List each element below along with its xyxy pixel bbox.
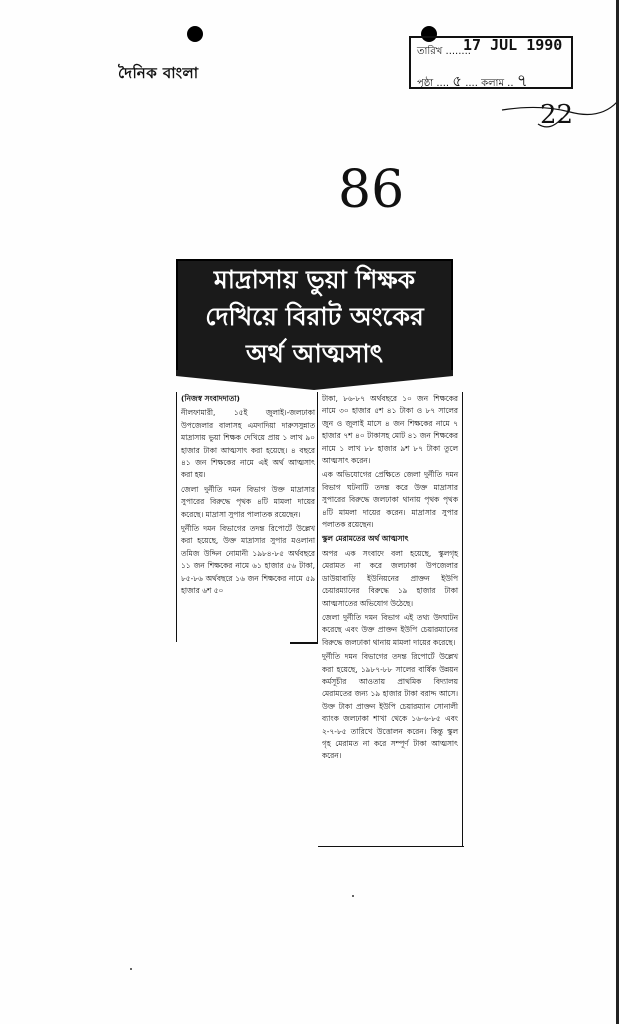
right-paragraph: এক অভিযোগের প্রেক্ষিতে জেলা দুর্নীতি দমন বিভাগ ঘটনাটি তদন্ত করে উক্ত মাদ্রাসার সুপারের বিরুদ্ধে জলঢাকা থানায় পৃথক পৃথক ৪টি মামলা দায়ের করেন। মাদ্রাসার সুপার পলাতক রয়েছেন। <box>322 470 458 530</box>
subsection-paragraph: অপর এক সংবাদে বলা হয়েছে, স্কুলগৃহ মেরামত না করে জলঢাকা উপজেলার ডাউয়াবাড়ি ইউনিয়নের প্রাক্তন ইউপি চেয়ারম্যানের বিরুদ্ধে ১৯ হাজার টাকা আত্মসাতের অভিযোগ উঠেছে। <box>322 548 458 608</box>
article-right-column <box>322 393 458 765</box>
date-stamp <box>409 36 573 89</box>
left-paragraph: দুর্নীতি দমন বিভাগের তদন্ত রিপোর্টে উল্লেখ করা হয়েছে, উক্ত মাদ্রাসার সুপার মওলানা তমিজ উদ্দিন নোমানী ১৯৮৪-৮৫ অর্থবছরে ১১ জন শিক্ষকের নামে ৬১ হাজার ৫৬ টাকা, ৮৫-৮৬ অর্থবছরে ১৬ জন শিক্ষকের নামে ৫৯ হাজার ৬শ ৫০ <box>181 524 315 596</box>
article-right-border <box>462 392 463 847</box>
column-value: ৭ <box>516 71 528 91</box>
newspaper-name: দৈনিক বাংলা <box>118 64 199 82</box>
date-row: তারিখ ........ <box>417 46 471 57</box>
article-left-column <box>181 393 315 600</box>
headline-line-2: দেখিয়ে বিরাট অংকের <box>205 302 424 331</box>
headline-line-3: অর্থ আত্মসাৎ <box>246 339 383 368</box>
column-label: কলাম <box>481 78 504 89</box>
date-value: 17 JUL 1990 <box>463 36 563 54</box>
column-rule-vertical <box>317 392 318 642</box>
page-value: ৫ <box>452 72 463 90</box>
page-row: পৃষ্ঠা .... ৫ .... কলাম .. ৭ <box>417 71 528 91</box>
punch-hole-left <box>187 26 203 42</box>
page-label: পৃষ্ঠা <box>417 78 434 89</box>
scan-speck <box>352 895 354 897</box>
byline: (নিজস্ব সংবাদদাতা) <box>181 394 240 403</box>
subsection-paragraph: জেলা দুর্নীতি দমন বিভাগ এই তথ্য উদঘাটন করেছে এবং উক্ত প্রাক্তন ইউপি চেয়ারম্যানের বিরুদ্ধে জলঢাকা থানায় মামলা দায়ের করেছে। <box>322 612 458 647</box>
left-paragraph: নীলফামারী, ১৫ই জুলাই।-জলঢাকা উপজেলার বালাসহ এমদাদিয়া দারুসসুন্নাত মাদ্রাসায় ভুয়া শিক্ষক দেখিয়ে প্রায় ১ লাখ ৯০ হাজার টাকা আত্মসাৎ করা হয়েছে। ৪ বছরে ৪১ জন শিক্ষকের নামে এই অর্থ আত্মসাৎ করা হয়। <box>181 408 315 480</box>
headline-pointer <box>176 370 453 390</box>
handwritten-number-top: 22 <box>540 100 574 130</box>
left-column-bottom-rule <box>290 642 318 644</box>
handwritten-number-center: 86 <box>338 160 405 220</box>
headline-line-1: মাদ্রাসায় ভুয়া শিক্ষক <box>213 265 416 294</box>
headline-box <box>176 259 453 375</box>
right-paragraph: টাকা, ৮৬-৮৭ অর্থবছরে ১০ জন শিক্ষকের নামে ৩০ হাজার ৫শ ৪১ টাকা ও ৮৭ সালের জুন ও জুলাই মাসে ৪ জন শিক্ষকের নামে ৭ হাজার ৭শ ৪০ টাকাসহ মোট ৪১ জন শিক্ষকের নামে ১ লাখ ৮৮ হাজার ৯শ ৮৭ টাকা তুলে আত্মসাৎ করেন। <box>322 394 458 466</box>
article-bottom-rule <box>318 846 464 847</box>
subheading: স্কুল মেরামতের অর্থ আত্মসাৎ <box>322 534 409 544</box>
subsection-paragraph: দুর্নীতি দমন বিভাগের তদন্ত রিপোর্টে উল্লেখ করা হয়েছে, ১৯৮৭-৮৮ সালের বার্ষিক উন্নয়ন কর্মসূচীর আওতায় প্রাথমিক বিদ্যালয় মেরামতের জন্য ১৯ হাজার টাকা বরাদ্দ আসে। উক্ত টাকা প্রাক্তন ইউপি চেয়ারম্যান সোনালী ব্যাংক জলঢাকা শাখা থেকে ১৬-৬-৮৫ এবং ২-৭-৮৫ তারিখে উত্তোলন করেন। কিন্তু স্কুল গৃহ মেরামত না করে সম্পূর্ণ টাকা আত্মসাৎ করেন। <box>322 652 458 761</box>
scan-speck <box>130 968 132 970</box>
date-label: তারিখ <box>417 46 443 57</box>
article-left-border <box>176 392 177 642</box>
left-paragraph: জেলা দুর্নীতি দমন বিভাগ উক্ত মাদ্রাসার সুপারের বিরুদ্ধে পৃথক ৪টি মামলা দায়ের করেছে। মাদ্রাসা সুপার পালাতক রয়েছেন। <box>181 484 315 519</box>
handwritten-stroke <box>500 88 619 138</box>
